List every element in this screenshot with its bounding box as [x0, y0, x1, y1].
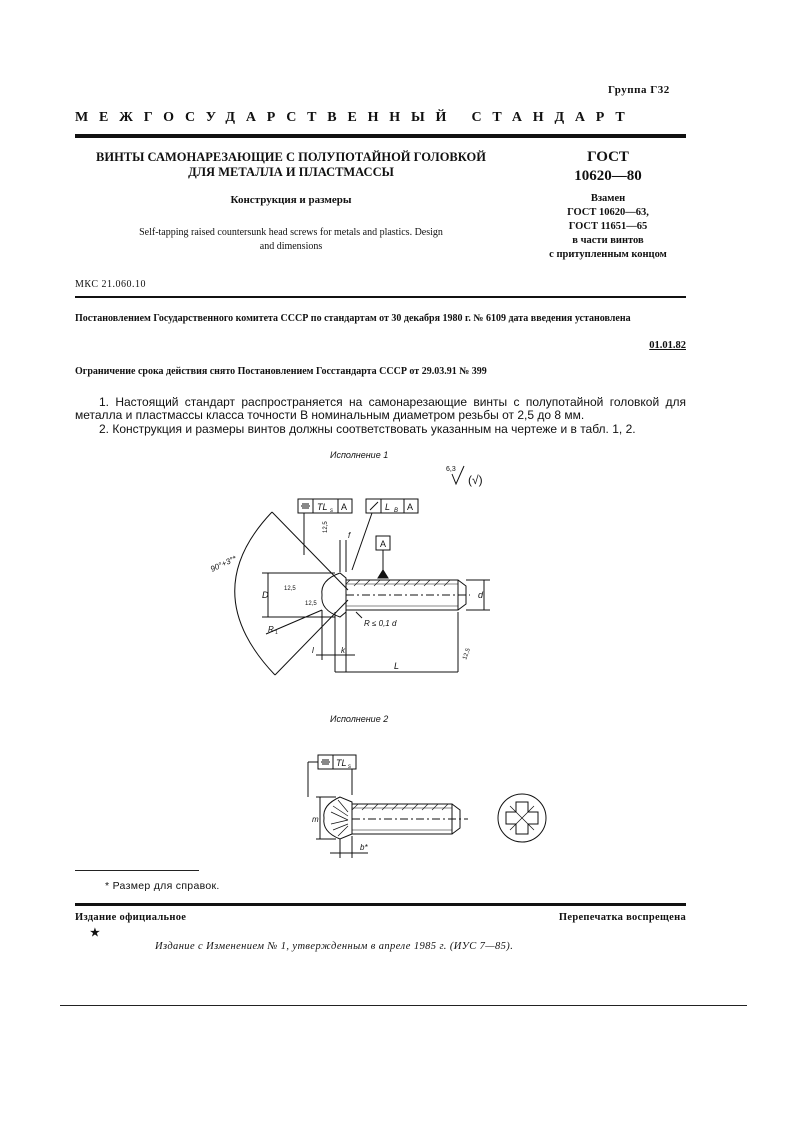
page-bottom-rule — [60, 1005, 747, 1006]
title-line-1: ВИНТЫ САМОНАРЕЗАЮЩИЕ С ПОЛУПОТАЙНОЙ ГОЛОВКОЙ — [96, 150, 486, 164]
footnote: * Размер для справок. — [105, 880, 220, 892]
gost-label: ГОСТ — [587, 149, 629, 165]
svg-text:12,5: 12,5 — [284, 586, 296, 592]
paragraph-1: 1. Настоящий стандарт распространяется на самонарезающие винты с полупотайной головкой для металла и пластмассы класса точности В номинальным диаметром резьбы от 2,5 до 8 мм. — [75, 395, 686, 422]
intro-date: 01.01.82 — [649, 340, 686, 351]
group-code: Группа Г32 — [608, 84, 670, 96]
mks-code: МКС 21.060.10 — [75, 279, 146, 290]
tolerance-label: TL — [317, 502, 328, 512]
svg-text:12,5: 12,5 — [462, 647, 472, 661]
footer-rule — [75, 903, 686, 906]
decree-text: Постановлением Государственного комитета СССР по стандартам от 30 декабря 1980 г. № 6109 дата введения установлена — [75, 313, 631, 324]
svg-text:L: L — [385, 502, 391, 512]
angle-arc — [235, 512, 275, 675]
variant-1-label: Исполнение 1 — [330, 450, 389, 460]
screw-head-2 — [324, 797, 352, 839]
svg-text:12,5: 12,5 — [323, 521, 329, 533]
svg-text:B: B — [394, 508, 399, 514]
gost-replaces: Взамен ГОСТ 10620—63, ГОСТ 11651—65 в части винтов с притупленным концом — [549, 193, 667, 260]
star-icon: ★ — [90, 927, 100, 939]
title-line-2: ДЛЯ МЕТАЛЛА И ПЛАСТМАССЫ — [188, 165, 394, 179]
variant-2-label: Исполнение 2 — [330, 714, 389, 724]
standard-banner: МЕЖГОСУДАРСТВЕННЫЙ СТАНДАРТ — [75, 110, 636, 125]
angle-label: 90°+3°* — [209, 554, 238, 574]
svg-text:12,5: 12,5 — [305, 601, 317, 607]
dim-d: d — [478, 590, 484, 600]
svg-text:s: s — [348, 764, 351, 770]
reprint-forbidden: Перепечатка воспрещена — [558, 912, 686, 923]
svg-text:A: A — [380, 539, 387, 549]
dim-k: k — [341, 646, 345, 655]
dim-L: L — [394, 661, 400, 671]
svg-text:A: A — [341, 502, 348, 512]
roughness-paren: (√) — [468, 473, 483, 487]
dim-b: b* — [360, 843, 368, 852]
footnote-rule — [75, 870, 199, 871]
svg-text:TL: TL — [336, 758, 347, 768]
svg-text:s: s — [330, 508, 333, 514]
svg-text:A: A — [407, 502, 414, 512]
document-subtitle: Конструкция и размеры — [230, 194, 352, 206]
dim-m: m — [312, 815, 319, 824]
gost-number: 10620—80 — [574, 168, 642, 184]
edition-note: Издание с Изменением № 1, утвержденным в апреле 1985 г. (ИУС 7—85). — [155, 941, 514, 952]
dim-R: R ≤ 0,1 d — [364, 619, 397, 628]
paragraph-2: 2. Конструкция и размеры винтов должны соответствовать указанным на чертеже и в табл. 1, 2. — [99, 422, 636, 436]
dim-l-small: l — [312, 646, 314, 655]
limit-text: Ограничение срока действия снято Постановлением Госстандарта СССР от 29.03.91 № 399 — [75, 366, 487, 377]
dim-D: D — [262, 590, 269, 600]
english-title: Self-tapping raised countersunk head screws for metals and plastics. Design and dimensions — [139, 227, 443, 252]
screw-head — [322, 573, 346, 617]
svg-text:1: 1 — [275, 630, 278, 636]
roughness-value: 6,3 — [446, 466, 456, 473]
dim-f: f — [348, 531, 351, 540]
official-edition: Издание официальное — [75, 912, 187, 923]
dim-R1: R — [268, 625, 274, 634]
